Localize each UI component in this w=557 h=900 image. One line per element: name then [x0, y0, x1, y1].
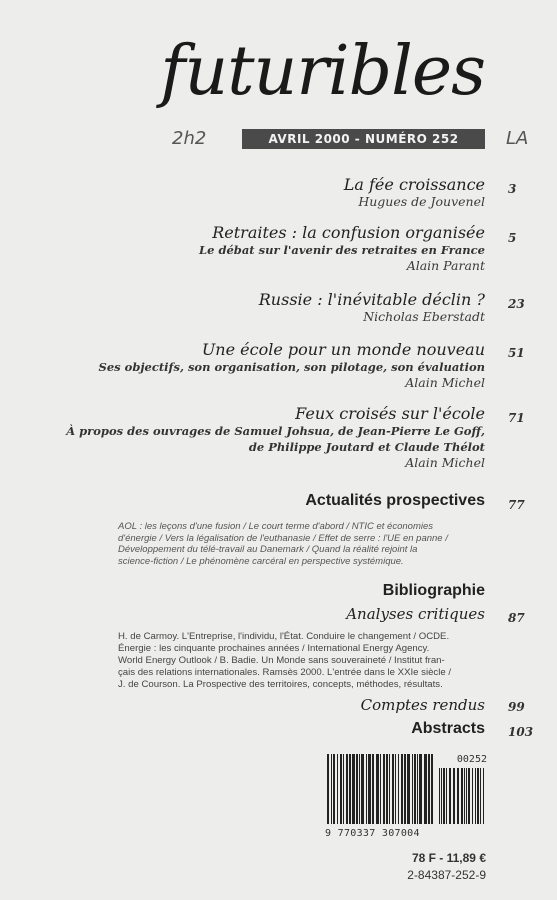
barcode-addon-bar: [475, 768, 476, 824]
summary-line: AOL : les leçons d'une fusion / Le court terme d'abord / NTIC et économies: [118, 521, 434, 532]
article-subtitle: Le débat sur l'avenir des retraites en France: [199, 243, 485, 257]
article-1: [344, 175, 485, 209]
barcode-bar: [417, 754, 418, 824]
barcode-bar: [428, 754, 430, 824]
barcode-addon-bar: [453, 768, 455, 824]
article-author: Alain Parant: [406, 258, 485, 273]
barcode-bar: [395, 754, 396, 824]
barcode-bar: [380, 754, 381, 824]
article-title: Feux croisés sur l'école: [295, 404, 485, 423]
barcode-bar: [359, 754, 360, 824]
barcode-bar: [343, 754, 344, 824]
section-title-bibliographie: Bibliographie: [382, 582, 485, 599]
article-3: [259, 290, 485, 324]
barcode-number: 9 770337 307004: [325, 828, 420, 839]
section-title-abstracts: Abstracts: [411, 720, 485, 737]
barcode-addon-bar: [466, 768, 467, 824]
barcode-bar: [404, 754, 406, 824]
article-author: Alain Michel: [405, 455, 485, 470]
barcode-bar: [401, 754, 403, 824]
article-subtitle: À propos des ouvrages de Samuel Johsua, de Jean-Pierre Le Goff,: [66, 424, 485, 438]
section-subtitle-analyses: Analyses critiques: [346, 605, 485, 623]
article-author: Nicholas Eberstadt: [363, 309, 485, 324]
handwritten-note-left: 2h2: [172, 128, 207, 149]
barcode-bar: [424, 754, 427, 824]
bibliographie-list: [118, 631, 485, 691]
section-title-comptes-rendus: Comptes rendus: [360, 696, 485, 714]
barcode-bar: [419, 754, 422, 824]
barcode-bar: [398, 754, 399, 824]
article-title: La fée croissance: [343, 175, 485, 194]
biblio-line: Énergie : les cinquante prochaines années / International Energy Agency.: [118, 643, 430, 654]
barcode-addon-bar: [468, 768, 470, 824]
barcode-addon-bar: [446, 768, 447, 824]
barcode-addon-bar: [483, 768, 484, 824]
barcode-bar: [368, 754, 371, 824]
barcode-addon-bar: [472, 768, 473, 824]
biblio-line: H. de Carmoy. L'Entreprise, l'individu, l'État. Conduire le changement / OCDE.: [118, 631, 450, 642]
barcode-bar: [414, 754, 416, 824]
summary-line: d'énergie / Vers la légalisation de l'euthanasie / Effet de serre : l'UE en panne /: [118, 532, 448, 544]
barcode-addon-bar: [449, 768, 451, 824]
page-number: 87: [508, 611, 525, 625]
page-number: 103: [508, 725, 534, 739]
article-4: [99, 340, 485, 390]
biblio-line: çais des relations internationales. Ramsès 2000. L'entrée dans le XXIe siècle /: [118, 667, 452, 678]
article-subtitle: Ses objectifs, son organisation, son pilotage, son évaluation: [98, 360, 485, 374]
barcode-addon-code: 00252: [456, 754, 487, 765]
page-number: 51: [508, 346, 525, 360]
issue-bar: AVRIL 2000 - NUMÉRO 252: [242, 129, 485, 149]
barcode-bar: [372, 754, 374, 824]
article-author: Alain Michel: [405, 375, 485, 390]
barcode-bar: [361, 754, 364, 824]
page-number: 5: [508, 231, 517, 245]
page-number: 23: [508, 297, 525, 311]
barcode-bar: [389, 754, 390, 824]
barcode-bar: [349, 754, 351, 824]
actualites-summary: [118, 521, 485, 567]
summary-line: Développement du télé-travail au Danemark / Quand la réalité rejoint la: [118, 544, 418, 555]
article-5: [66, 404, 485, 470]
barcode-addon-bar: [461, 768, 463, 824]
article-subtitle: de Philippe Joutard et Claude Thélot: [248, 440, 485, 454]
section-title-actualites: Actualités prospectives: [305, 492, 485, 509]
barcode-addon-bar: [464, 768, 465, 824]
barcode-bar: [392, 754, 394, 824]
summary-line: science-fiction / Le phénomène carcéral en perspective systémique.: [118, 555, 404, 567]
barcode-bar: [407, 754, 410, 824]
masthead-title: futuribles: [160, 32, 485, 111]
barcode-bar: [431, 754, 433, 824]
barcode-bar: [333, 754, 335, 824]
barcode-bar: [327, 754, 329, 824]
barcode-addon-bar: [443, 768, 445, 824]
barcode-bar: [331, 754, 332, 824]
page-number: 77: [508, 498, 525, 512]
isbn: 2-84387-252-9: [407, 868, 486, 882]
article-title: Russie : l'inévitable déclin ?: [258, 290, 485, 309]
page-number: 3: [508, 182, 517, 196]
barcode-bar: [386, 754, 388, 824]
page-number: 71: [508, 411, 525, 425]
barcode-addon-bar: [439, 768, 440, 824]
barcode-addon-bar: [457, 768, 459, 824]
biblio-line: J. de Courson. La Prospective des territoires, concepts, méthodes, résultats.: [118, 679, 443, 690]
article-author: Hugues de Jouvenel: [358, 194, 485, 209]
page-number: 99: [508, 700, 525, 714]
barcode: [325, 754, 487, 839]
article-title: Une école pour un monde nouveau: [201, 340, 485, 359]
barcode-bar: [352, 754, 355, 824]
barcode-bar: [346, 754, 348, 824]
barcode-bar: [383, 754, 385, 824]
price: 78 F - 11,89 €: [411, 851, 486, 865]
biblio-line: World Energy Outlook / B. Badie. Un Monde sans souveraineté / Institut fran-: [118, 655, 445, 666]
barcode-addon-bar: [477, 768, 479, 824]
handwritten-note-right: LA: [506, 128, 529, 149]
barcode-addon-bar: [480, 768, 481, 824]
barcode-bar: [376, 754, 379, 824]
article-title: Retraites : la confusion organisée: [212, 223, 485, 242]
article-2: [199, 223, 485, 273]
barcode-bar: [356, 754, 358, 824]
barcode-bar: [412, 754, 413, 824]
barcode-bar: [366, 754, 367, 824]
barcode-bar: [337, 754, 338, 824]
barcode-addon-bar: [441, 768, 442, 824]
barcode-bar: [340, 754, 342, 824]
